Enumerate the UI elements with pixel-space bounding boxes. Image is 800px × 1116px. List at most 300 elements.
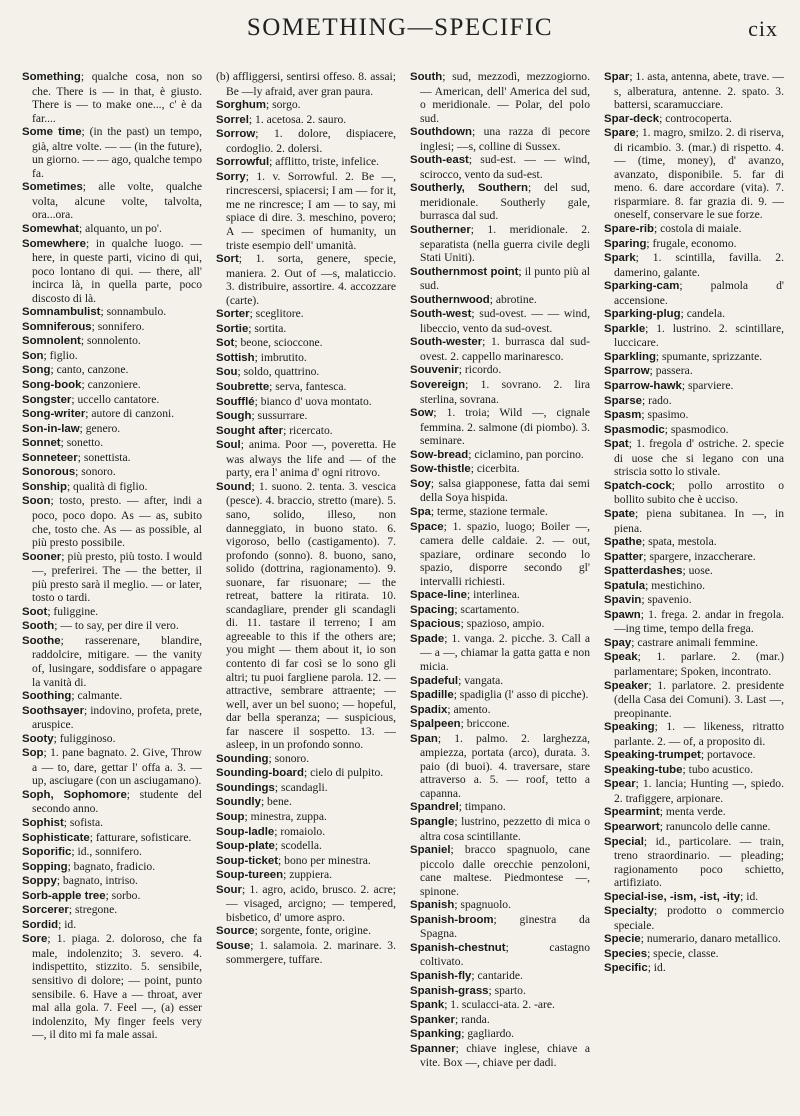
dictionary-entry	[22, 451, 202, 466]
dictionary-entry	[604, 564, 784, 579]
entry-translation: ; bono per minestra.	[278, 853, 371, 867]
entry-translation: ; briccone.	[460, 717, 510, 731]
entry-headword: Song-writer	[22, 408, 86, 421]
entry-headword: Soot	[22, 605, 48, 618]
entry-translation: ; spargere, inzaccherare.	[643, 549, 756, 563]
entry-headword: Southernwood	[410, 293, 490, 306]
entry-translation: ; 1. parlare. 2. (mar.) parlamentare; Spoken, incontrato.	[614, 650, 784, 678]
dictionary-entry	[604, 932, 784, 947]
dictionary-entry	[604, 947, 784, 962]
entry-headword: Sow-thistle	[410, 463, 471, 476]
entry-translation: ; palmola d' accensione.	[614, 279, 784, 307]
entry-translation: ; anima. Poor —, poveretta. He was always the life and — of the party, era l' anima d' ogni ritrovo.	[226, 438, 396, 480]
dictionary-entry	[410, 1042, 590, 1070]
dictionary-entry	[604, 720, 784, 748]
dictionary-entry	[410, 703, 590, 718]
dictionary-entry	[410, 378, 590, 406]
entry-translation: ; chiave inglese, chiave a vite. Box —, chiave per dadi.	[420, 1041, 590, 1070]
entry-headword: Soundings	[216, 781, 275, 794]
running-head: SOMETHING—SPECIFIC	[246, 14, 554, 41]
entry-headword: Spatula	[604, 579, 646, 592]
entry-headword: Southernmost point	[410, 265, 519, 278]
entry-headword: Soup-plate	[216, 840, 275, 853]
entry-translation: ; gagliardo.	[461, 1027, 515, 1041]
entry-headword: Spearwort	[604, 820, 660, 833]
entry-headword: Sour	[216, 883, 242, 896]
entry-headword: Somnambulist	[22, 306, 101, 319]
entry-translation: ; fatturare, sofisticare.	[89, 830, 192, 844]
dictionary-entry	[604, 222, 784, 237]
entry-headword: Spare	[604, 127, 636, 140]
entry-headword: Spadeful	[410, 674, 459, 687]
entry-translation: ; 1. — likeness, ritratto parlante. 2. — of, a proposito di.	[614, 720, 784, 748]
entry-headword: Sou	[216, 366, 238, 379]
entry-headword: Spay	[604, 636, 632, 649]
entry-translation: ; 1. salamoia. 2. marinare. 3. sommergere, tuffare.	[226, 938, 396, 967]
dictionary-entry	[216, 336, 396, 351]
entry-headword: Soy	[410, 477, 431, 490]
entry-translation: ; interlinea.	[466, 588, 520, 602]
dictionary-entry	[22, 860, 202, 875]
entry-translation: ; castrare animali femmine.	[631, 635, 759, 649]
entry-headword: Soph, Sophomore	[22, 788, 127, 801]
entry-headword: Southdown	[410, 126, 472, 139]
entry-headword: Speaking-trumpet	[604, 749, 701, 762]
dictionary-entry	[604, 126, 784, 222]
dictionary-entry	[216, 380, 396, 395]
dictionary-entry	[410, 307, 590, 335]
entry-translation: ; 1. suono. 2. tenta. 3. vescica (pesce). 4. braccio, stretto (mare). 5. sano, solido, illeso, non danneggiato, in buono stato. 6. vigoroso, bello (castigamento). 7. profondo (sonno). 8. buono, sano, solido (dottrina, ragionamento). 9. suonare, far risuonare; — the retreat, battere la ritirata. 10. scandagliare, prender gli scandagli di. 11. tastare il terreno; I am agreeable to this if the others are; you might — them about it, io son contento di far così se lo sono gli altri; tu puoi fargliene parola. 12. — attractive, sembrare attraente; — well, aver un bel suono; — hopeful, dar bella speranza; — suspicious, far nascere il sospetto. 13. — asleep, in un profondo sonno.	[226, 479, 396, 752]
entry-translation: ; qualche cosa, non so che. There is — in that, è giusto. There is — to make one..., c' è da far....	[32, 70, 202, 125]
entry-headword: Sore	[22, 933, 48, 946]
dictionary-entry	[410, 898, 590, 913]
column-4	[604, 70, 784, 1110]
entry-translation: ; sparto.	[488, 983, 526, 997]
entry-translation: ; sud-est. — — wind, scirocco, vento da sud-est.	[420, 153, 590, 181]
dictionary-entry	[410, 941, 590, 969]
entry-translation: ; numerario, danaro metallico.	[640, 932, 781, 946]
entry-translation: ; id.	[647, 961, 666, 975]
entry-headword: Sonneteer	[22, 451, 78, 464]
dictionary-entry	[410, 448, 590, 463]
entry-headword: Spangle	[410, 815, 455, 828]
dictionary-entry	[22, 70, 202, 125]
dictionary-entry	[22, 619, 202, 634]
entry-translation: ; serva, fantesca.	[269, 380, 347, 394]
entry-headword: Spanner	[410, 1042, 456, 1055]
entry-translation: ; bracco spagnuolo, cane piccolo dalle orecchie penzoloni, cane maltese. Piedmontese —, spinone.	[420, 843, 590, 898]
entry-headword: Sough	[216, 410, 252, 423]
dictionary-entry	[604, 535, 784, 550]
dictionary-entry	[22, 180, 202, 222]
page-number: cix	[748, 16, 778, 41]
dictionary-entry	[216, 781, 396, 796]
entry-headword: Son-in-law	[22, 422, 80, 435]
entry-translation: ; 1. acetosa. 2. sauro.	[248, 112, 347, 126]
entry-translation: ; 1. lancia; Hunting —, spiedo. 2. trafiggere, arpionare.	[614, 777, 784, 805]
dictionary-entry	[22, 407, 202, 422]
entry-translation: ; scodella.	[274, 839, 322, 853]
entry-translation: ; id., particolare. — train, treno straordinario. — pleading; ragionamento poco schietto, artifiziato.	[614, 834, 784, 890]
entry-headword: Spatch-cock	[604, 479, 672, 492]
entry-headword: Some time	[22, 126, 82, 139]
entry-translation: ; ricordo.	[458, 363, 502, 377]
entry-translation: ; rasserenare, blandire, raddolcire, mitigare. — the vanity of, lusingare, soddisfare o appagare la vanità di.	[32, 633, 202, 689]
dictionary-entry	[604, 307, 784, 322]
dictionary-entry	[216, 70, 396, 98]
dictionary-entry	[410, 632, 590, 674]
entry-translation: ; indovino, profeta, prete, aruspice.	[32, 703, 202, 732]
entry-translation: ; canto, canzone.	[50, 363, 129, 377]
entry-headword: Sordid	[22, 918, 59, 931]
dictionary-entry	[604, 650, 784, 678]
entry-headword: Spate	[604, 507, 636, 520]
dictionary-entry	[216, 766, 396, 781]
entry-headword: Sooth	[22, 620, 55, 633]
entry-headword: Spanish-fly	[410, 970, 472, 982]
dictionary-entry	[410, 125, 590, 153]
entry-headword: Sorghum	[216, 99, 266, 112]
entry-headword: Sparing	[604, 237, 647, 250]
entry-translation: ; 1. parlatore. 2. presidente (della Casa dei Comuni). 3. Last —, preopinante.	[614, 678, 784, 720]
entry-translation: ; 1. sculacci-ata. 2. -are.	[444, 998, 555, 1012]
dictionary-entry	[604, 479, 784, 507]
entry-translation: ; fuligginoso.	[53, 731, 116, 745]
entry-headword: Soon	[22, 495, 51, 508]
entry-headword: Sorb-apple tree	[22, 889, 106, 902]
entry-headword: Soporific	[22, 846, 72, 859]
dictionary-entry	[216, 252, 396, 307]
entry-translation: ; salsa giapponese, fatta dai semi della Soya hispida.	[420, 476, 590, 505]
entry-headword: Sottish	[216, 351, 255, 364]
entry-headword: Sort	[216, 253, 239, 266]
dictionary-entry	[604, 593, 784, 608]
entry-translation: ; costola di maiale.	[654, 222, 742, 236]
entry-translation: ; passera.	[649, 364, 693, 378]
entry-headword: Soup-ladle	[216, 825, 275, 838]
entry-translation: ; uose.	[682, 564, 713, 578]
entry-translation: ; cicerbita.	[470, 462, 520, 476]
entry-headword: Speak	[604, 651, 638, 664]
entry-translation: ; 1. lustrino. 2. scintillare, luccicare.	[614, 321, 784, 350]
entry-translation: ; id.	[58, 917, 77, 931]
dictionary-entry	[604, 579, 784, 594]
entry-translation: ; 1. dolore, dispiacere, cordoglio. 2. dolersi.	[226, 127, 396, 155]
entry-headword: Specialty	[604, 905, 655, 918]
entry-translation: ; mestichino.	[645, 578, 706, 592]
dictionary-entry	[410, 153, 590, 181]
entry-headword: Spanish-grass	[410, 984, 489, 997]
dictionary-entry	[410, 603, 590, 618]
entry-translation: ; romaiolo.	[274, 824, 326, 838]
dictionary-entry	[22, 704, 202, 732]
entry-translation: ; timpano.	[458, 800, 506, 814]
dictionary-entry	[410, 984, 590, 999]
entry-headword: Soppy	[22, 875, 57, 888]
dictionary-entry	[216, 810, 396, 825]
entry-headword: Soothing	[22, 690, 72, 703]
dictionary-entry	[22, 422, 202, 437]
entry-headword: Spatter	[604, 550, 644, 563]
dictionary-entry	[216, 854, 396, 869]
dictionary-entry	[22, 378, 202, 393]
entry-translation: ; sonnolento.	[80, 334, 141, 348]
dictionary-entry	[410, 969, 590, 984]
dictionary-entry	[22, 465, 202, 480]
dictionary-entry	[604, 835, 784, 890]
dictionary-entry	[604, 408, 784, 423]
entry-headword: Spanking	[410, 1028, 462, 1041]
dictionary-entry	[22, 874, 202, 889]
entry-translation: ; spagnuolo.	[454, 898, 511, 912]
dictionary-entry	[410, 1013, 590, 1028]
entry-translation: ; sonettista.	[77, 450, 131, 464]
entry-translation: ; una razza di pecore inglesi; —s, colline di Sussex.	[420, 125, 590, 153]
entry-translation: ; cielo di pulpito.	[303, 766, 384, 780]
dictionary-entry	[22, 334, 202, 349]
entry-translation: ; uccello cantatore.	[71, 392, 160, 406]
entry-translation: ; sortita.	[248, 321, 287, 335]
entry-headword: Somnolent	[22, 335, 81, 348]
entry-translation: ; stregone.	[68, 903, 118, 917]
entry-translation: ; sonnifero.	[91, 319, 145, 333]
entry-headword: Spacing	[410, 603, 455, 616]
entry-headword: Sparkle	[604, 322, 646, 335]
dictionary-entry	[22, 305, 202, 320]
dictionary-entry	[410, 335, 590, 363]
dictionary-entry	[410, 800, 590, 815]
entry-headword: Spanish	[410, 899, 455, 912]
dictionary-entry	[216, 883, 396, 925]
entry-translation: ; — to say, per dire il vero.	[54, 619, 179, 633]
entry-headword: Sonship	[22, 480, 67, 493]
entry-translation: ; 1. meridionale. 2. separatista (nella guerra civile degli Stati Uniti).	[420, 223, 590, 265]
dictionary-entry	[410, 477, 590, 505]
entry-headword: Songster	[22, 393, 72, 406]
entry-headword: South-wester	[410, 336, 483, 349]
entry-translation: ; abrotine.	[489, 292, 537, 306]
entry-headword: Spat	[604, 438, 629, 451]
entry-headword: Sparkling	[604, 350, 656, 363]
dictionary-entry	[604, 394, 784, 409]
dictionary-entry	[216, 365, 396, 380]
dictionary-entry	[216, 113, 396, 128]
entry-translation: ; bagnato, fradicio.	[67, 859, 156, 873]
entry-headword: Spalpeen	[410, 718, 461, 731]
entry-headword: Sought after	[216, 424, 284, 437]
entry-headword: Something	[22, 71, 81, 83]
entry-headword: Spar-deck	[604, 112, 660, 125]
page-header	[0, 14, 800, 54]
column-1	[22, 70, 202, 1110]
entry-translation: ; spavenio.	[641, 593, 692, 607]
dictionary-entry	[216, 395, 396, 410]
entry-headword: Spathe	[604, 536, 642, 549]
entry-headword: Sophisticate	[22, 831, 90, 844]
entry-translation: ; spadiglia (l' asso di picche).	[453, 688, 589, 702]
entry-headword: Spearmint	[604, 806, 660, 819]
entry-translation: ; id.	[740, 889, 759, 903]
entry-headword: Sorter	[216, 308, 250, 321]
entry-translation: ; 1. fregola d' ostriche. 2. specie di uose che si legano con una striscia sotto lo stivale.	[614, 437, 784, 479]
entry-headword: Sow	[410, 407, 434, 420]
entry-translation: ; 1. pane bagnato. 2. Give, Throw a — to, dare, gettar l' offa a. 3. — up, asciugare (con un asciugamano).	[32, 746, 202, 788]
entry-translation: ; 1. burrasca dal sud-ovest. 2. cappello marinaresco.	[420, 335, 590, 363]
entry-headword: Sound	[216, 480, 252, 493]
entry-headword: Sounding	[216, 752, 269, 765]
entry-translation: ; scandagli.	[274, 780, 328, 794]
dictionary-entry	[410, 265, 590, 293]
entry-translation: ; sorbo.	[105, 888, 141, 902]
entry-headword: Soup-tureen	[216, 869, 284, 882]
entry-translation: ; qualità di figlio.	[66, 479, 148, 493]
dictionary-entry	[216, 924, 396, 939]
entry-translation: ; sonoro.	[268, 751, 310, 765]
entry-translation: ; imbrutito.	[254, 350, 307, 364]
entry-headword: Somniferous	[22, 320, 92, 333]
entry-headword: Soothe	[22, 634, 61, 647]
dictionary-entry	[22, 393, 202, 408]
entry-translation: ; spata, mestola.	[641, 535, 717, 549]
entry-headword: Sometimes	[22, 181, 83, 194]
entry-translation: ; tubo acustico.	[682, 762, 753, 776]
entry-headword: Speaker	[604, 679, 649, 692]
dictionary-entry	[410, 843, 590, 898]
entry-translation: ; bianco d' uova montato.	[254, 394, 372, 408]
entry-translation: ; genero.	[79, 421, 121, 435]
dictionary-entry	[216, 170, 396, 252]
entry-headword: Soul	[216, 439, 241, 452]
dictionary-entry	[604, 748, 784, 763]
column-3	[410, 70, 590, 1110]
dictionary-entry	[22, 436, 202, 451]
entry-headword: Sovereign	[410, 379, 466, 392]
dictionary-entry	[216, 868, 396, 883]
dictionary-entry	[410, 588, 590, 603]
dictionary-entry	[22, 363, 202, 378]
dictionary-entry	[604, 423, 784, 438]
dictionary-entry	[410, 505, 590, 520]
entry-translation: ; spasmodico.	[664, 422, 729, 436]
entry-headword: Spasmodic	[604, 423, 665, 436]
dictionary-entry	[216, 409, 396, 424]
dictionary-entry	[410, 406, 590, 448]
entry-headword: Sow-bread	[410, 448, 469, 461]
dictionary-entry	[410, 181, 590, 223]
entry-translation: (b) affliggersi, sentirsi offeso. 8. assai; Be —ly afraid, aver gran paura.	[216, 70, 396, 98]
dictionary-entry	[22, 237, 202, 306]
dictionary-entry	[604, 279, 784, 307]
entry-headword: Sophist	[22, 816, 64, 829]
entry-translation: ; id., sonnifero.	[71, 845, 142, 859]
entry-headword: Sopping	[22, 860, 68, 873]
entry-headword: Special-ise, -ism, -ist, -ity	[604, 890, 741, 903]
entry-translation: ; sud-ovest. — — wind, libeccio, vento da sud-ovest.	[420, 307, 590, 335]
dictionary-entry	[22, 788, 202, 816]
dictionary-entry	[216, 155, 396, 170]
entry-headword: Sorrowful	[216, 156, 270, 169]
entry-translation: ; alquanto, un po'.	[78, 222, 162, 236]
entry-headword: Southerner	[410, 224, 471, 237]
entry-headword: Spawn	[604, 608, 641, 621]
entry-translation: ; sussurrare.	[251, 409, 308, 423]
entry-translation: ; 1. spazio, luogo; Boiler —, camera delle caldaie. 2. — out, spaziare, ordinare secondo lo spazio, disporre secondo gl' intervalli richiesti.	[420, 519, 590, 588]
entry-translation: ; fuliggine.	[47, 604, 99, 618]
dictionary-entry	[22, 634, 202, 689]
entry-translation: ; soldo, quattrino.	[237, 365, 320, 379]
entry-headword: Spacious	[410, 618, 461, 631]
dictionary-entry	[410, 717, 590, 732]
entry-translation: ; terme, stazione termale.	[430, 504, 548, 518]
entry-translation: ; menta verde.	[659, 805, 726, 819]
entry-translation: ; del sud, meridionale. Southerly gale, burrasca dal sud.	[420, 181, 590, 223]
dictionary-entry	[604, 961, 784, 976]
dictionary-entry	[604, 70, 784, 112]
entry-translation: ; ranuncolo delle canne.	[659, 819, 771, 833]
dictionary-entry	[410, 688, 590, 703]
entry-translation: ; ciclamino, pan porcino.	[468, 447, 584, 461]
entry-headword: Sorrel	[216, 113, 249, 126]
entry-headword: Space	[410, 520, 444, 533]
entry-translation: ; randa.	[454, 1012, 490, 1026]
entry-headword: Song	[22, 364, 51, 377]
entry-headword: Spark	[604, 252, 636, 265]
entry-translation: ; vangata.	[458, 673, 504, 687]
entry-translation: ; autore di canzoni.	[85, 407, 175, 421]
entry-translation: ; castagno coltivato.	[420, 940, 590, 969]
entry-headword: Spanish-broom	[410, 913, 494, 926]
dictionary-entry	[22, 816, 202, 831]
entry-headword: Somewhere	[22, 237, 86, 250]
dictionary-entry	[604, 805, 784, 820]
entry-translation: ; figlio.	[43, 348, 78, 362]
dictionary-entry	[22, 845, 202, 860]
dictionary-entry	[22, 732, 202, 747]
dictionary-entry	[22, 480, 202, 495]
dictionary-entry	[604, 322, 784, 350]
dictionary-entry	[410, 363, 590, 378]
entry-headword: Source	[216, 925, 255, 938]
entry-translation: ; piena subitanea. In —, in piena.	[614, 506, 784, 535]
entry-translation: ; calmante.	[71, 689, 123, 703]
entry-translation: ; candela.	[680, 307, 725, 321]
entry-headword: Spar	[604, 71, 630, 83]
dictionary-entry	[216, 322, 396, 337]
entry-translation: ; più presto, più tosto. I would —, preferirei. The — the better, il più presto sarà il meglio. — or later, tosto o tardi.	[32, 549, 202, 605]
entry-translation: ; 1. troia; Wild —, cignale femmina. 2. salmone (di piombo). 3. seminare.	[420, 406, 590, 448]
dictionary-entry	[216, 480, 396, 752]
dictionary-entry	[604, 820, 784, 835]
entry-headword: Sop	[22, 747, 44, 760]
column-2	[216, 70, 396, 1110]
entry-translation: ; ricercato.	[283, 423, 333, 437]
dictionary-entry	[216, 307, 396, 322]
entry-translation: ; scartamento.	[454, 602, 520, 616]
dictionary-entry	[22, 125, 202, 180]
entry-headword: Spanker	[410, 1013, 455, 1026]
entry-translation: ; afflitto, triste, infelice.	[269, 155, 380, 169]
entry-headword: Soufflé	[216, 395, 255, 408]
entry-translation: ; 1. scintilla, favilla. 2. damerino, galante.	[614, 251, 784, 279]
entry-headword: Soothsayer	[22, 704, 85, 717]
dictionary-entry	[604, 237, 784, 252]
entry-headword: Sortie	[216, 322, 249, 335]
entry-headword: South	[410, 71, 443, 83]
dictionary-entry	[604, 904, 784, 932]
entry-headword: Specific	[604, 962, 648, 975]
entry-translation: ; controcoperta.	[659, 111, 732, 125]
dictionary-entry	[22, 689, 202, 704]
